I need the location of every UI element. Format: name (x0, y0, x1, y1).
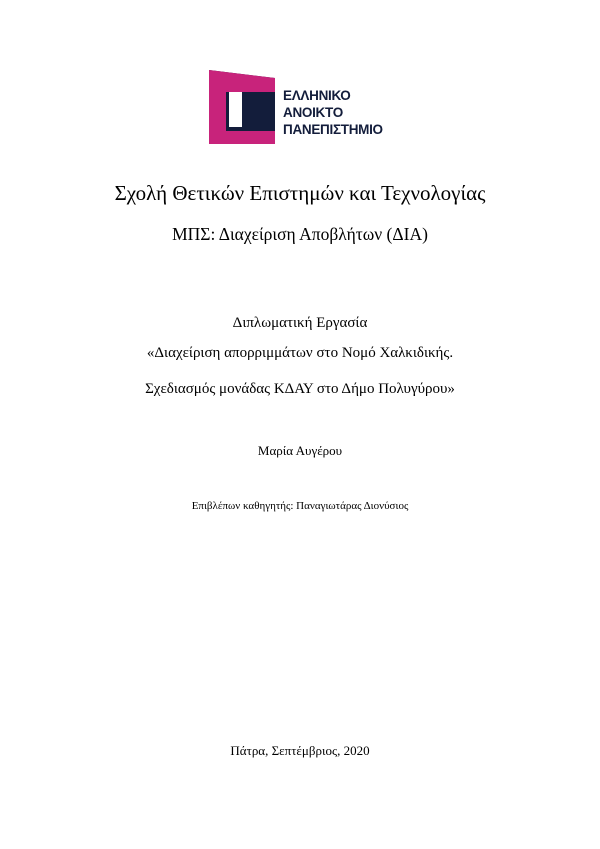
author-name: Μαρία Αυγέρου (257, 443, 343, 458)
supervisor-line: Επιβλέπων καθηγητής: Παναγιωτάρας Διονύσιος (191, 500, 409, 512)
university-logo-mark-icon (207, 70, 277, 144)
document-type: Διπλωματική Εργασία (232, 315, 368, 331)
logo-line-3: ΠΑΝΕΠΙΣΤΗΜΙΟ (283, 122, 383, 137)
place-and-date: Πάτρα, Σεπτέμβριος, 2020 (230, 743, 370, 758)
program-name: ΜΠΣ: Διαχείριση Αποβλήτων (ΔΙΑ) (172, 224, 428, 244)
logo-wordmark (283, 87, 383, 138)
university-logo (207, 70, 397, 144)
school-name: Σχολή Θετικών Επιστημών και Τεχνολογίας (114, 181, 486, 205)
logo-line-2: ΑΝΟΙΚΤΟ (283, 105, 343, 120)
thesis-title-line-2: Σχεδιασμός μονάδας ΚΔΑΥ στο Δήμο Πολυγύρου» (145, 381, 455, 397)
thesis-title-line-1: «Διαχείριση απορριμμάτων στο Νομό Χαλκιδικής. (146, 345, 454, 361)
logo-line-1: ΕΛΛΗΝΙΚΟ (283, 88, 351, 103)
